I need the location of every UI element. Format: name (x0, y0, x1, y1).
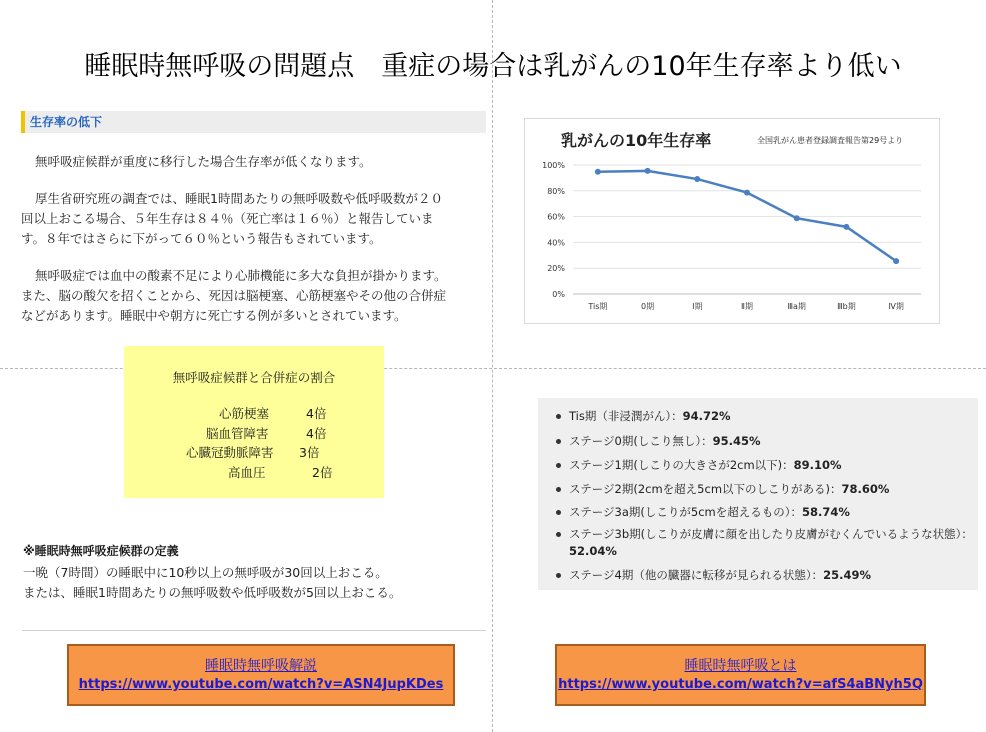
bullet-icon (556, 510, 561, 515)
y-tick-label: 20% (547, 264, 565, 274)
data-point (645, 168, 651, 174)
bullet-icon (556, 414, 561, 419)
list-item: ステージ1期(しこりの大きさが2cm以下)：89.10% (556, 457, 842, 473)
bullet-icon (556, 439, 561, 444)
chart-source: 全国乳がん患者登録調査報告第29号より (757, 136, 904, 145)
data-point (744, 190, 750, 196)
vertical-guide (492, 0, 493, 732)
paragraph-line: また、脳の酸欠を招くことから、死因は脳梗塞、心筋梗塞やその他の合併症 (21, 288, 447, 303)
complication-name: 心筋梗塞 (219, 406, 270, 421)
divider (22, 630, 486, 631)
video-link-button[interactable] (67, 644, 455, 706)
bullet-icon (556, 573, 561, 578)
data-point (794, 215, 800, 221)
paragraph-line: 厚生省研究班の調査では、睡眠1時間あたりの無呼吸数や低呼吸数が２０ (35, 191, 443, 206)
list-item: ステージ2期(2cmを超え5cm以下のしこりがある)：78.60% (556, 481, 889, 497)
chart-grid (573, 165, 921, 294)
complication-box-title: 無呼吸症候群と合併症の割合 (172, 370, 336, 385)
x-tick-label: 0期 (641, 302, 655, 311)
complication-name: 高血圧 (228, 465, 266, 480)
y-tick-label: 80% (547, 186, 565, 196)
stage-list (538, 398, 978, 590)
complication-ratio: 4倍 (306, 426, 327, 441)
page-title: 睡眠時無呼吸の問題点 重症の場合は乳がんの10年生存率より低い (84, 51, 902, 82)
complication-name: 脳血管障害 (206, 426, 269, 441)
chart-y-ticks (542, 161, 565, 299)
list-item: ステージ3a期(しこりが5cmを超えるもの）：58.74% (556, 504, 850, 520)
chart-svg (525, 119, 939, 323)
x-tick-label: Ⅳ期 (888, 302, 904, 311)
video-link-label[interactable]: 睡眠時無呼吸解説 (205, 658, 317, 674)
complication-ratio: 2倍 (312, 465, 333, 480)
y-tick-label: 60% (547, 212, 565, 222)
data-point (694, 176, 700, 182)
y-tick-label: 0% (552, 290, 565, 299)
section-heading: 生存率の低下 (21, 111, 486, 133)
data-point (595, 169, 601, 175)
paragraph-line: 回以上おこる場合、５年生存は８４％（死亡率は１６％）と報告していま (21, 211, 434, 226)
y-tick-label: 100% (542, 161, 565, 170)
bullet-icon (556, 487, 561, 492)
complication-ratio: 3倍 (299, 445, 320, 460)
paragraph-line: などがあります。睡眠中や朝方に死亡する例が多いとされています。 (21, 308, 407, 323)
list-item: ステージ0期(しこり無し）：95.45% (556, 433, 761, 449)
video-link-url[interactable]: https://www.youtube.com/watch?v=ASN4JupKDes (78, 677, 444, 692)
complication-box (124, 346, 384, 498)
list-item: ステージ3b期(しこりが皮膚に顔を出したり皮膚がむくんでいるような状態）：52.04% (556, 526, 979, 560)
chart-series-line (598, 171, 896, 261)
bullet-icon (556, 532, 561, 537)
definition-title: ※睡眠時無呼吸症候群の定義 (23, 544, 179, 558)
list-item: Tis期（非浸潤がん）：94.72% (556, 408, 731, 424)
video-link-button[interactable] (555, 644, 926, 706)
data-point (893, 258, 899, 264)
chart-points (595, 168, 899, 264)
video-link-label[interactable]: 睡眠時無呼吸とは (684, 658, 797, 674)
intro-paragraph: 無呼吸症候群が重度に移行した場合生存率が低くなります。 (35, 154, 372, 169)
y-tick-label: 40% (547, 238, 565, 248)
x-tick-label: Tis期 (588, 302, 608, 311)
x-tick-label: Ⅰ期 (692, 302, 703, 311)
chart-title: 乳がんの10年生存率 (561, 131, 712, 150)
definition-line: 一晩（7時間）の睡眠中に10秒以上の無呼吸が30回以上おこる。 (23, 565, 388, 580)
bullet-icon (556, 463, 561, 468)
definition-line: または、睡眠1時間あたりの無呼吸数や低呼吸数が5回以上おこる。 (23, 585, 402, 600)
complication-name: 心臓冠動脈障害 (186, 445, 274, 460)
survival-chart (524, 118, 940, 324)
complication-ratio: 4倍 (306, 406, 327, 421)
paragraph-line: 無呼吸症では血中の酸素不足により心肺機能に多大な負担が掛かります。 (35, 268, 447, 283)
x-tick-label: Ⅱ期 (741, 302, 753, 311)
x-tick-label: Ⅲb期 (837, 302, 856, 311)
data-point (843, 224, 849, 230)
chart-x-ticks (587, 301, 903, 311)
paragraph-line: す。８年ではさらに下がって６０％という報告もされています。 (21, 231, 382, 246)
x-tick-label: Ⅲa期 (787, 302, 806, 311)
list-item: ステージ4期（他の臓器に転移が見られる状態）：25.49% (556, 567, 871, 583)
video-link-url[interactable]: https://www.youtube.com/watch?v=afS4aBNyh5Q (558, 677, 923, 692)
